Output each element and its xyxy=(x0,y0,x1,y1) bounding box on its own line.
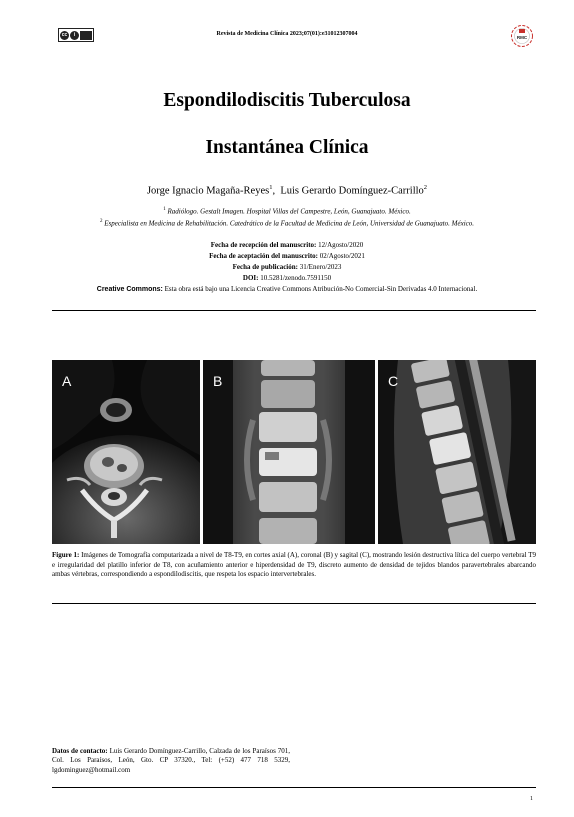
panel-label: B xyxy=(213,373,223,389)
caption-label: Figure 1: xyxy=(52,551,80,559)
article-title: Espondilodiscitis Tuberculosa xyxy=(163,90,411,111)
journal-reference: Revista de Medicina Clínica 2023;07(01):e31012307004 xyxy=(216,31,358,37)
affiliation xyxy=(0,219,574,227)
license-statement: Creative Commons: Esta obra está bajo una Licencia Creative Commons Atribución-No Comercial-Sin Derivadas 4.0 Internacional. xyxy=(96,285,478,293)
divider xyxy=(52,603,536,604)
svg-text:RMC: RMC xyxy=(516,35,528,40)
doi-link[interactable]: 10.5281/zenodo.7591150 xyxy=(260,274,332,282)
received-date: Fecha de recepción del manuscrito: 12/Agosto/2020 xyxy=(210,241,364,249)
accepted-date: Fecha de aceptación del manuscrito: 02/Agosto/2021 xyxy=(209,252,365,260)
page-number: 1 xyxy=(530,796,533,802)
figure-caption xyxy=(52,551,536,580)
panel-label: A xyxy=(62,373,72,389)
caption-text: Imágenes de Tomografía computarizada a nivel de T8-T9, en cortes axial (A), coronal (B) y sagital (C), mostrando lesión destructiva lítica del cuerpo vertebral T9 e irregularidad del platillo inferior de T8, con acuñamiento anterior e hiperdensidad de T9, discreto aumento de densidad de tejidos blandos paravertebrales abarcando ambas vértebras, correspondiendo a espondilodiscitis, que respeta los espacio intervertebrales. xyxy=(52,551,537,579)
journal-logo-icon xyxy=(510,24,534,48)
author-list xyxy=(0,184,574,197)
author-name: Luis Gerardo Domínguez-Carrillo xyxy=(280,185,424,197)
author-mark: 1 xyxy=(269,184,273,191)
license-badge-icon: cc i xyxy=(58,28,94,42)
affiliation-mark: 1 xyxy=(163,207,166,212)
ct-axial-image xyxy=(52,360,200,544)
author-separator: , xyxy=(272,185,276,197)
affiliation-mark: 2 xyxy=(100,219,103,224)
ct-coronal-image xyxy=(203,360,375,544)
author-name: Jorge Ignacio Magaña-Reyes xyxy=(146,185,270,197)
contact-label: Datos de contacto: xyxy=(52,747,108,755)
ct-sagittal-image xyxy=(378,360,536,544)
contact-text: Luis Gerardo Domínguez-Carrillo, Calzada de los Paraísos 701, Col. Los Paraísos, León, Gto. CP 37320., Tel: (+52) 477 718 5329, lgdominguez@hotmail.com xyxy=(52,747,290,774)
publication-date: Fecha de publicación: 31/Enero/2023 xyxy=(232,263,342,271)
affiliation xyxy=(0,207,574,215)
divider xyxy=(52,787,536,788)
affiliation-text: Radiólogo. Gestalt Imagen. Hospital Villas del Campestre, León, Guanajuato. México. xyxy=(167,207,411,216)
contact-info xyxy=(52,747,290,775)
divider xyxy=(52,310,536,311)
doi: DOI: 10.5281/zenodo.7591150 xyxy=(242,274,332,282)
affiliation-text: Especialista en Medicina de Rehabilitación. Catedrático de la Facultad de Medicina de León, Universidad de Guanajuato. México. xyxy=(104,219,474,228)
author-mark: 2 xyxy=(423,184,428,191)
panel-label: C xyxy=(388,373,399,389)
article-subtitle: Instantánea Clínica xyxy=(205,137,369,158)
